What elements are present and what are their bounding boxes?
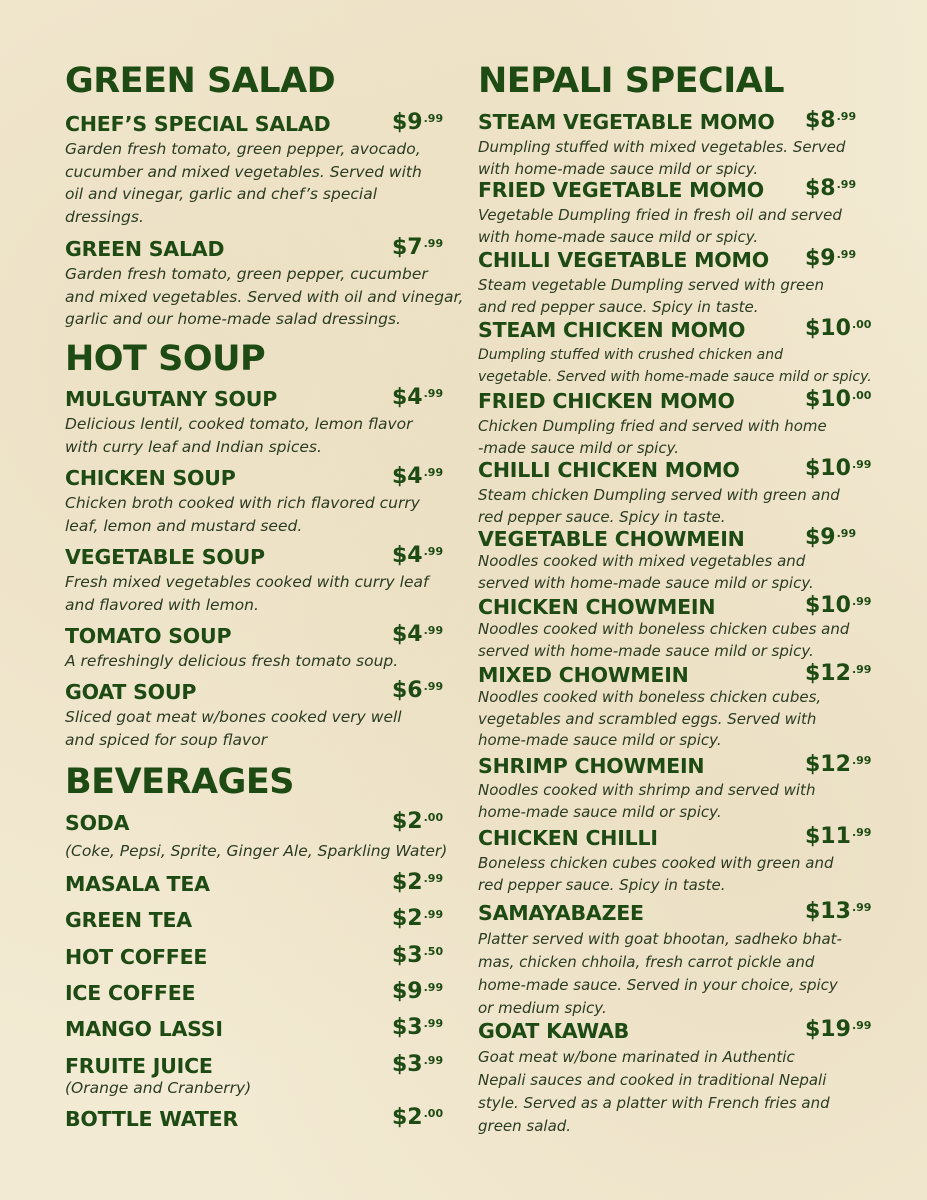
item-name: FRIED VEGETABLE MOMO — [478, 178, 765, 202]
item-description: Noodles cooked with shrimp and served with home-made sauce mild or spicy. — [478, 781, 816, 821]
item-price: $\$9^{.99}$ — [805, 246, 857, 271]
item-name: GREEN SALAD — [65, 237, 225, 261]
item-name: FRIED CHICKEN MOMO — [478, 389, 735, 413]
item-description: Chicken broth cooked with rich flavored curry leaf, lemon and mustard seed. — [65, 494, 420, 535]
section-heading-hot-soup: HOT SOUP — [65, 339, 266, 379]
item-description: Noodles cooked with boneless chicken cubes and served with home-made sauce mild or spicy. — [478, 620, 850, 660]
item-description: Chicken Dumpling fried and served with home -made sauce mild or spicy. — [478, 417, 827, 457]
item-description: Noodles cooked with mixed vegetables and served with home-made sauce mild or spicy. — [478, 552, 814, 592]
item-name: STEAM CHICKEN MOMO — [478, 318, 746, 342]
item-price: $\$9^{.99}$ — [392, 110, 444, 135]
item-description: Garden fresh tomato, green pepper, cucumber and mixed vegetables. Served with oil and vinegar, garlic and our home-made salad dressings. — [65, 265, 464, 329]
item-name: CHEF’S SPECIAL SALAD — [65, 112, 331, 136]
item-description: Dumpling stuffed with mixed vegetables. Served with home-made sauce mild or spicy. — [478, 138, 846, 178]
item-description: Garden fresh tomato, green pepper, avocado, cucumber and mixed vegetables. Served with oil and vinegar, garlic and chef’s special dressings. — [65, 140, 422, 226]
item-description: Goat meat w/bone marinated in Authentic Nepali sauces and cooked in traditional Nepali style. Served as a platter with French fries and green salad. — [478, 1048, 830, 1135]
item-price: $\$8^{.99}$ — [805, 176, 857, 201]
item-description: Vegetable Dumpling fried in fresh oil and served with home-made sauce mild or spicy. — [478, 206, 842, 246]
item-name: FRUITE JUICE — [65, 1054, 213, 1078]
item-price: $\$12^{.99}$ — [805, 752, 872, 777]
item-price: $\$19^{.99}$ — [805, 1017, 872, 1042]
item-price: $\$10^{.00}$ — [805, 387, 872, 412]
item-name: TOMATO SOUP — [65, 624, 232, 648]
item-description: Dumpling stuffed with crushed chicken and vegetable. Served with home-made sauce mild or spicy. — [478, 347, 872, 385]
item-name: STEAM VEGETABLE MOMO — [478, 110, 775, 134]
item-description: Sliced goat meat w/bones cooked very well and spiced for soup flavor — [65, 708, 402, 749]
item-name: CHILLI CHICKEN MOMO — [478, 458, 740, 482]
item-price: $\$8^{.99}$ — [805, 108, 857, 133]
item-price: $\$3^{.99}$ — [392, 1015, 444, 1040]
item-name: SODA — [65, 811, 130, 835]
item-description: (Coke, Pepsi, Sprite, Ginger Ale, Sparkling Water) — [65, 842, 448, 860]
item-name: HOT COFFEE — [65, 945, 208, 969]
item-price: $\$3^{.99}$ — [392, 1052, 444, 1077]
item-name: CHICKEN CHOWMEIN — [478, 595, 716, 619]
item-price: $\$7^{.99}$ — [392, 235, 444, 260]
item-name: MIXED CHOWMEIN — [478, 663, 689, 687]
item-name: VEGETABLE CHOWMEIN — [478, 527, 745, 551]
item-description: Fresh mixed vegetables cooked with curry leaf and flavored with lemon. — [65, 573, 429, 614]
section-heading-beverages: BEVERAGES — [65, 762, 294, 802]
item-description: (Orange and Cranberry) — [65, 1079, 252, 1097]
item-price: $\$9^{.99}$ — [392, 979, 444, 1004]
item-price: $\$3^{.50}$ — [392, 943, 444, 968]
item-description: Steam vegetable Dumpling served with green and red pepper sauce. Spicy in taste. — [478, 276, 824, 316]
item-price: $\$11^{.99}$ — [805, 824, 872, 849]
item-name: MANGO LASSI — [65, 1017, 223, 1041]
item-description: Platter served with goat bhootan, sadheko bhat- mas, chicken chhoila, fresh carrot pickle and home-made sauce. Served in your choice, spicy or medium spicy. — [478, 930, 842, 1017]
item-name: BOTTLE WATER — [65, 1107, 239, 1131]
item-name: MULGUTANY SOUP — [65, 387, 278, 411]
item-price: $\$10^{.99}$ — [805, 456, 872, 481]
item-price: $\$2^{.00}$ — [392, 809, 444, 834]
item-price: $\$9^{.99}$ — [805, 525, 857, 550]
item-price: $\$2^{.99}$ — [392, 870, 444, 895]
item-description: Steam chicken Dumpling served with green and red pepper sauce. Spicy in taste. — [478, 486, 840, 526]
item-description: Boneless chicken cubes cooked with green and red pepper sauce. Spicy in taste. — [478, 854, 834, 894]
item-description: A refreshingly delicious fresh tomato soup. — [65, 652, 399, 670]
item-price: $\$6^{.99}$ — [392, 678, 444, 703]
item-name: MASALA TEA — [65, 872, 210, 896]
item-name: GREEN TEA — [65, 908, 192, 932]
item-price: $\$2^{.99}$ — [392, 906, 444, 931]
item-name: CHICKEN CHILLI — [478, 826, 658, 850]
item-name: GOAT KAWAB — [478, 1019, 630, 1043]
item-price: $\$10^{.99}$ — [805, 593, 872, 618]
item-price: $\$4^{.99}$ — [392, 385, 444, 410]
item-price: $\$12^{.99}$ — [805, 661, 872, 686]
item-name: CHILLI VEGETABLE MOMO — [478, 248, 769, 272]
item-description: Noodles cooked with boneless chicken cubes, vegetables and scrambled eggs. Served with home-made sauce mild or spicy. — [478, 688, 822, 750]
item-price: $\$4^{.99}$ — [392, 622, 444, 647]
item-name: SHRIMP CHOWMEIN — [478, 754, 705, 778]
item-price: $\$4^{.99}$ — [392, 464, 444, 489]
item-name: CHICKEN SOUP — [65, 466, 236, 490]
item-name: VEGETABLE SOUP — [65, 545, 265, 569]
section-heading-green-salad: GREEN SALAD — [65, 61, 336, 101]
item-description: Delicious lentil, cooked tomato, lemon flavor with curry leaf and Indian spices. — [65, 415, 413, 456]
item-price: $\$4^{.99}$ — [392, 543, 444, 568]
item-name: GOAT SOUP — [65, 680, 197, 704]
item-price: $\$10^{.00}$ — [805, 316, 872, 341]
item-name: SAMAYABAZEE — [478, 901, 644, 925]
section-heading-nepali-special: NEPALI SPECIAL — [478, 61, 785, 101]
item-name: ICE COFFEE — [65, 981, 196, 1005]
item-price: $\$13^{.99}$ — [805, 899, 872, 924]
item-price: $\$2^{.00}$ — [392, 1105, 444, 1130]
